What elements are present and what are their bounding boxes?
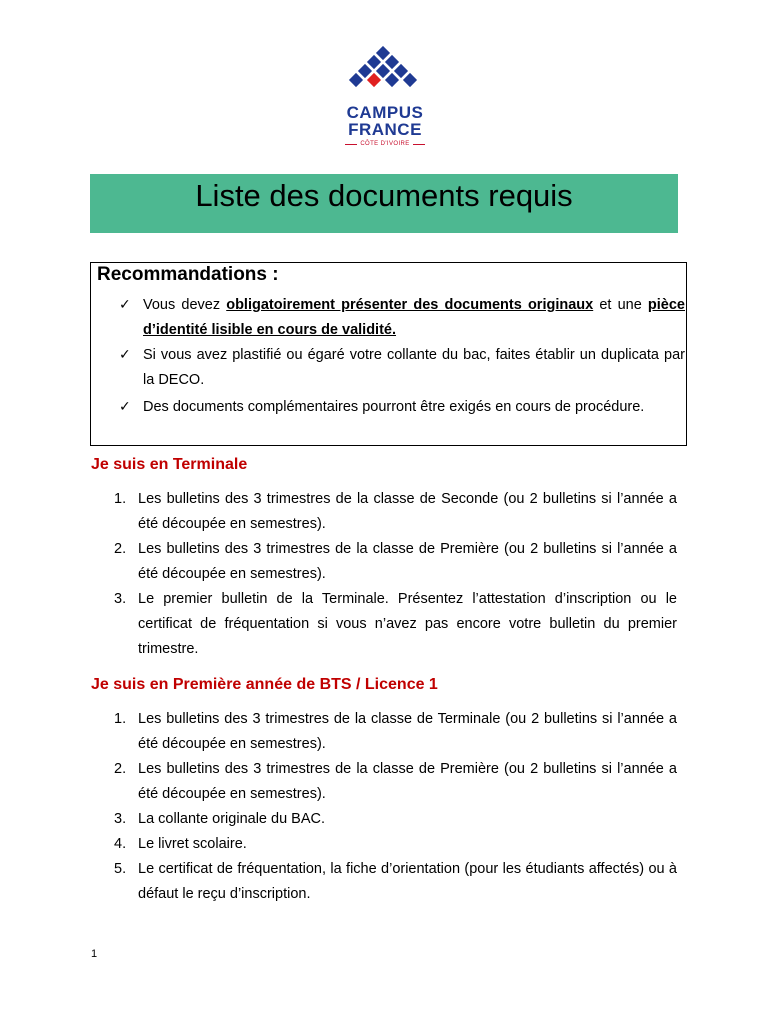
list-item bbox=[0, 487, 768, 537]
recommendation-text: Si vous avez plastifié ou égaré votre collante du bac, faites établir un duplicata par la DECO. bbox=[143, 347, 685, 388]
list-item-text: Le livret scolaire. bbox=[138, 836, 247, 852]
list-number: 3. bbox=[114, 811, 127, 827]
list-number: 3. bbox=[114, 591, 127, 607]
recommendation-text-mid: et une bbox=[593, 297, 648, 313]
campus-france-logo bbox=[326, 46, 444, 166]
list-item bbox=[0, 537, 768, 587]
terminale-document-list bbox=[0, 487, 768, 662]
checkmark-icon: ✓ bbox=[119, 347, 131, 363]
list-number: 1. bbox=[114, 491, 127, 507]
list-item-text: Les bulletins des 3 trimestres de la classe de Première (ou 2 bulletins si l’année a été découpée en semestres). bbox=[138, 761, 677, 802]
logo-subtitle bbox=[345, 140, 424, 148]
list-item bbox=[0, 807, 768, 832]
recommendation-item bbox=[91, 395, 686, 420]
list-item-text: Le certificat de fréquentation, la fiche d’orientation (pour les étudiants affectés) ou à défaut le reçu d’inscription. bbox=[138, 861, 677, 902]
list-item-text: Les bulletins des 3 trimestres de la classe de Terminale (ou 2 bulletins si l’année a été découpée en semestres). bbox=[138, 711, 677, 752]
recommendations-list bbox=[91, 293, 686, 420]
list-number: 5. bbox=[114, 861, 127, 877]
logo-line-campus: CAMPUS bbox=[346, 103, 424, 122]
recommendation-bold-2: pièce d’identité lisible en cours de validité. bbox=[143, 297, 685, 338]
page-number: 1 bbox=[91, 948, 98, 960]
list-item bbox=[0, 832, 768, 857]
logo-subtitle-text: CÔTE D'IVOIRE bbox=[360, 141, 410, 147]
list-number: 2. bbox=[114, 761, 127, 777]
recommendation-bold-1: obligatoirement présenter des documents originaux bbox=[226, 297, 594, 313]
recommendations-box bbox=[90, 262, 687, 446]
list-item bbox=[0, 707, 768, 757]
list-item bbox=[0, 857, 768, 907]
recommendation-text-pre: Vous devez bbox=[143, 297, 227, 313]
section-heading-bts-licence: Je suis en Première année de BTS / Licence 1 bbox=[91, 676, 438, 693]
title-banner bbox=[90, 174, 678, 233]
page-title: Liste des documents requis bbox=[195, 177, 573, 213]
list-number: 1. bbox=[114, 711, 127, 727]
list-item bbox=[0, 757, 768, 807]
recommendation-item bbox=[91, 293, 686, 343]
recommendation-text bbox=[143, 293, 685, 343]
list-item-text: Les bulletins des 3 trimestres de la classe de Première (ou 2 bulletins si l’année a été découpée en semestres). bbox=[138, 541, 677, 582]
recommendations-heading: Recommandations : bbox=[97, 264, 279, 285]
recommendation-item bbox=[91, 343, 686, 395]
logo-line-france: FRANCE bbox=[348, 120, 422, 139]
diamond-logo-icon bbox=[340, 46, 430, 104]
list-item-text: La collante originale du BAC. bbox=[138, 811, 326, 827]
recommendation-text: Des documents complémentaires pourront être exigés en cours de procédure. bbox=[143, 399, 645, 415]
list-item-text: Les bulletins des 3 trimestres de la classe de Seconde (ou 2 bulletins si l’année a été découpée en semestres). bbox=[138, 491, 677, 532]
list-item-text: Le premier bulletin de la Terminale. Présentez l’attestation d’inscription ou le certificat de fréquentation si vous n’avez pas encore votre bulletin du premier trimestre. bbox=[138, 591, 677, 657]
checkmark-icon: ✓ bbox=[119, 399, 131, 415]
bts-licence-document-list bbox=[0, 707, 768, 907]
section-heading-terminale: Je suis en Terminale bbox=[91, 456, 248, 473]
list-number: 4. bbox=[114, 836, 127, 852]
list-item bbox=[0, 587, 768, 662]
list-number: 2. bbox=[114, 541, 127, 557]
checkmark-icon: ✓ bbox=[119, 297, 131, 313]
